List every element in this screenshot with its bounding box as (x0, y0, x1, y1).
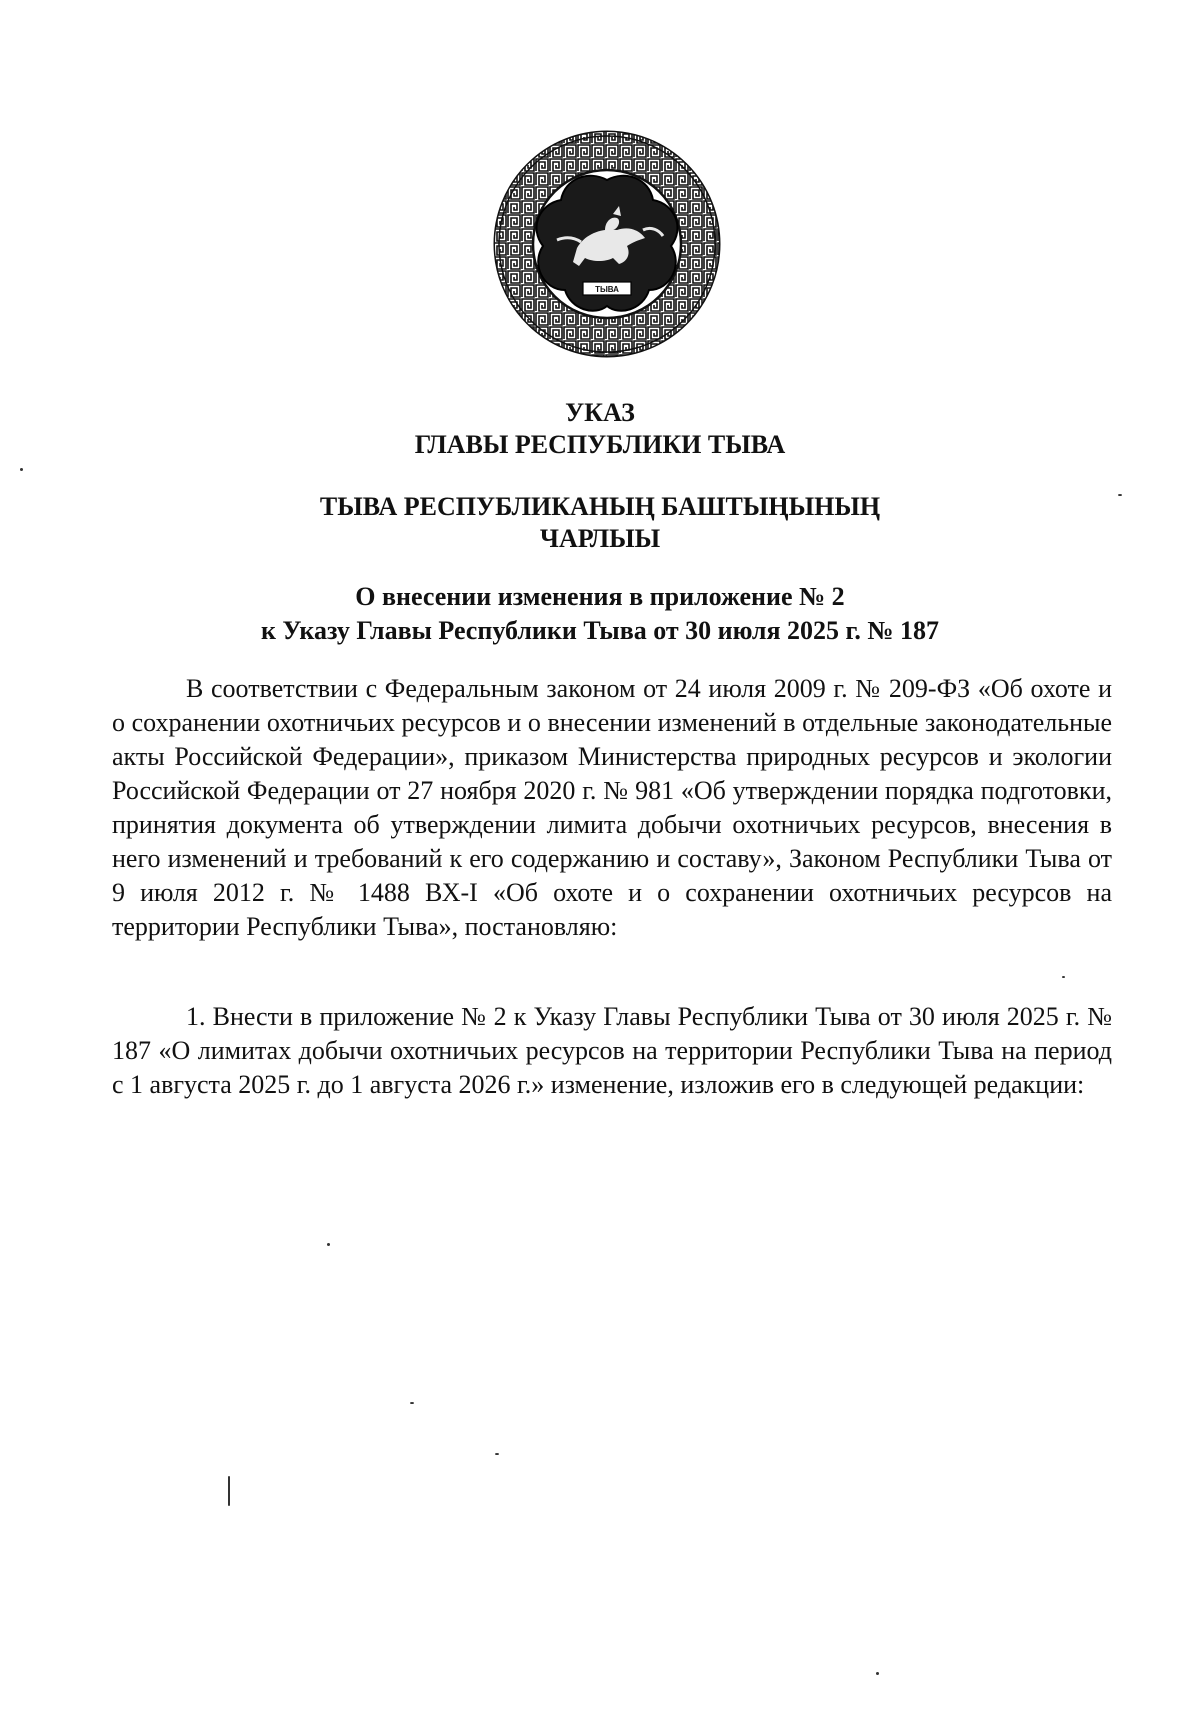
scan-speck (228, 1476, 230, 1506)
coat-of-arms-emblem (493, 130, 721, 358)
scan-speck (1118, 494, 1122, 496)
decree-title-line-2: к Указу Главы Республики Тыва от 30 июля 2025 г. № 187 (260, 616, 940, 645)
clause-1-paragraph: 1. Внести в приложение № 2 к Указу Главы Республики Тыва от 30 июля 2025 г. № 187 «О лимитах добычи охотничьих ресурсов на территории Республики Тыва на период с 1 августа 2025 г. до 1 августа 2026 г.» изменение, изложив его в следующей редакции: (112, 1002, 1112, 1099)
decree-title-line-1: О внесении изменения в приложение № 2 (355, 582, 845, 611)
issuer-russian: ГЛАВЫ РЕСПУБЛИКИ ТЫВА (414, 430, 786, 459)
emblem-banner-text: ТЫВА (595, 285, 619, 294)
decree-word: УКАЗ (565, 398, 635, 427)
decree-header-russian (0, 397, 1200, 461)
scan-speck (1062, 976, 1065, 978)
preamble-paragraph: В соответствии с Федеральным законом от 24 июля 2009 г. № 209-ФЗ «Об охоте и о сохранении охотничьих ресурсов и о внесении изменений в отдельные законодательные акты Российской Федерации», приказом Министерства природных ресурсов и экологии Российской Федерации от 27 ноября 2020 г. № 981 «Об утверждении порядка подготовки, принятия документа об утверждении лимита добычи охотничьих ресурсов, внесения в него изменений и требований к его содержанию и составу», Законом Республики Тыва от 9 июля 2012 г. № 1488 ВХ-I «Об охоте и о сохранении охотничьих ресурсов на территории Республики Тыва», постановляю: (112, 674, 1112, 941)
scan-speck (327, 1243, 330, 1246)
decree-word-tuvan: ЧАРЛЫЫ (539, 524, 661, 553)
issuer-tuvan: ТЫВА РЕСПУБЛИКАНЫҢ БАШТЫҢЫНЫҢ (319, 492, 881, 521)
scan-speck (20, 468, 23, 471)
decree-title (0, 580, 1200, 648)
decree-header-tuvan (0, 491, 1200, 555)
scan-speck (410, 1402, 414, 1404)
scan-speck (495, 1453, 499, 1455)
scan-speck (876, 1672, 879, 1675)
